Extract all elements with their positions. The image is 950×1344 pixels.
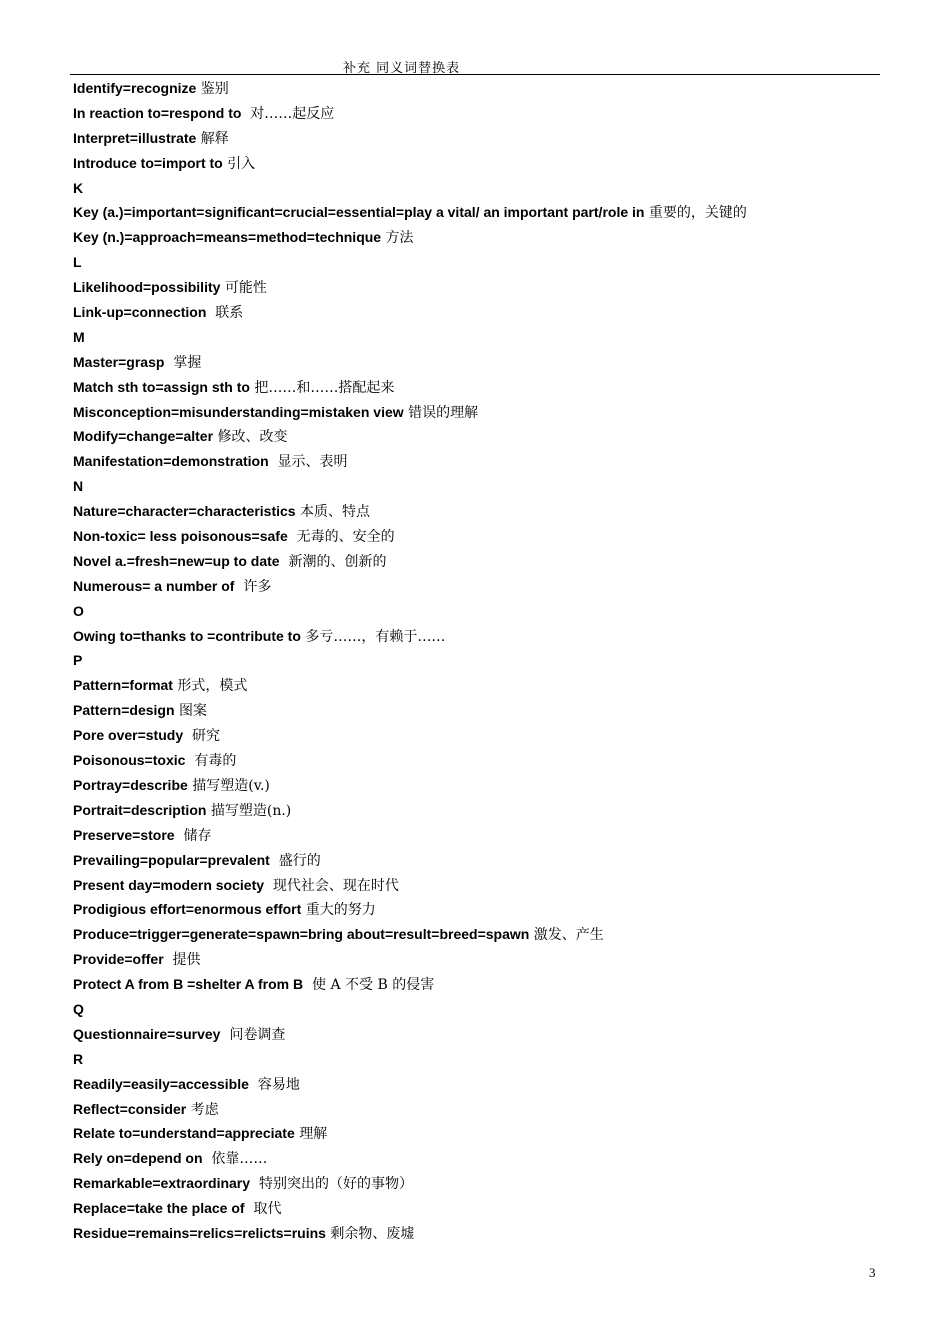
entry-chinese: 多亏……，有赖于…… bbox=[300, 628, 446, 645]
synonym-entry bbox=[73, 126, 873, 151]
entry-english: Owing to=thanks to =contribute to bbox=[73, 627, 301, 644]
entry-chinese: 特别突出的（好的事物） bbox=[250, 1176, 413, 1193]
entry-chinese: 形式，模式 bbox=[172, 678, 248, 695]
synonym-entry bbox=[73, 624, 873, 649]
entry-chinese: 容易地 bbox=[248, 1076, 300, 1093]
entry-chinese: 盛行的 bbox=[269, 852, 321, 869]
entry-english: Relate to=understand=appreciate bbox=[73, 1125, 295, 1142]
section-letter-text: P bbox=[73, 652, 83, 669]
synonym-entry bbox=[73, 1171, 873, 1196]
entry-chinese: 修改、改变 bbox=[213, 429, 288, 446]
section-letter bbox=[73, 325, 873, 350]
entry-english: Produce=trigger=generate=spawn=bring about=result=breed=spawn bbox=[73, 926, 530, 943]
entry-english: Modify=change=alter bbox=[73, 428, 214, 445]
synonym-entry bbox=[73, 698, 873, 723]
synonym-entry bbox=[73, 300, 873, 325]
entry-english: Poisonous=toxic bbox=[73, 752, 186, 769]
synonym-entry bbox=[73, 275, 873, 300]
synonym-entry bbox=[73, 151, 873, 176]
section-letter-text: K bbox=[73, 179, 84, 196]
entry-chinese: 对……起反应 bbox=[241, 105, 335, 122]
entry-chinese: 描写塑造(v.) bbox=[187, 777, 270, 794]
entry-english: Protect A from B =shelter A from B bbox=[73, 976, 304, 993]
section-letter bbox=[73, 997, 873, 1022]
entry-english: Numerous= a number of bbox=[73, 577, 235, 594]
section-letter bbox=[73, 1047, 873, 1072]
section-letter bbox=[73, 648, 873, 673]
section-letter bbox=[73, 176, 873, 201]
synonym-entry bbox=[73, 524, 873, 549]
entry-english: Introduce to=import to bbox=[73, 154, 223, 171]
entry-chinese: 剩余物、废墟 bbox=[325, 1225, 415, 1242]
entry-english: Manifestation=demonstration bbox=[73, 453, 269, 470]
entry-english: Rely on=depend on bbox=[73, 1150, 203, 1167]
entry-chinese: 可能性 bbox=[220, 280, 267, 297]
section-letter-text: M bbox=[73, 328, 85, 345]
entry-chinese: 引入 bbox=[222, 155, 256, 172]
entry-english: Questionnaire=survey bbox=[73, 1025, 221, 1042]
entry-english: Master=grasp bbox=[73, 353, 165, 370]
page-number: 3 bbox=[869, 1265, 876, 1280]
synonym-entry bbox=[73, 549, 873, 574]
section-letter-text: R bbox=[73, 1050, 84, 1067]
synonym-entry bbox=[73, 200, 873, 225]
entry-english: Identify=recognize bbox=[73, 80, 197, 96]
entry-chinese: 许多 bbox=[234, 578, 272, 595]
synonym-entry bbox=[73, 424, 873, 449]
entry-english: Nature=character=characteristics bbox=[73, 503, 296, 520]
header-rule bbox=[70, 74, 880, 75]
entry-chinese: 掌握 bbox=[164, 354, 202, 371]
entry-english: Readily=easily=accessible bbox=[73, 1075, 249, 1092]
entry-english: Match sth to=assign sth to bbox=[73, 378, 250, 395]
synonym-entry bbox=[73, 574, 873, 599]
entry-chinese: 问卷调查 bbox=[220, 1026, 286, 1043]
synonym-list bbox=[73, 76, 873, 1246]
entry-english: Residue=remains=relics=relicts=ruins bbox=[73, 1224, 326, 1241]
section-letter bbox=[73, 599, 873, 624]
entry-english: Novel a.=fresh=new=up to date bbox=[73, 552, 280, 569]
entry-chinese: 储存 bbox=[174, 827, 212, 844]
entry-chinese: 提供 bbox=[163, 952, 201, 969]
synonym-entry bbox=[73, 1196, 873, 1221]
synonym-entry bbox=[73, 972, 873, 997]
synonym-entry bbox=[73, 375, 873, 400]
entry-chinese: 无毒的、安全的 bbox=[287, 529, 395, 546]
entry-english: Remarkable=extraordinary bbox=[73, 1175, 251, 1192]
synonym-entry bbox=[73, 922, 873, 947]
entry-chinese: 有毒的 bbox=[185, 753, 237, 770]
synonym-entry bbox=[73, 225, 873, 250]
page-header-title: 补充 同义词替换表 bbox=[343, 61, 461, 76]
entry-chinese: 错误的理解 bbox=[403, 404, 479, 421]
synonym-entry bbox=[73, 1221, 873, 1246]
synonym-entry bbox=[73, 400, 873, 425]
entry-chinese: 依靠…… bbox=[202, 1151, 268, 1168]
entry-english: Present day=modern society bbox=[73, 876, 265, 893]
synonym-entry bbox=[73, 1072, 873, 1097]
synonym-entry bbox=[73, 773, 873, 798]
synonym-entry bbox=[73, 873, 873, 898]
synonym-entry bbox=[73, 848, 873, 873]
entry-english: Link-up=connection bbox=[73, 304, 207, 321]
entry-chinese: 重要的，关键的 bbox=[644, 205, 747, 222]
entry-chinese: 研究 bbox=[183, 728, 221, 745]
synonym-entry bbox=[73, 748, 873, 773]
entry-english: Preserve=store bbox=[73, 826, 175, 843]
entry-chinese: 使 A 不受 B 的侵害 bbox=[303, 977, 435, 994]
entry-english: Key (a.)=important=significant=crucial=essential=play a vital/ an important part/role in bbox=[73, 204, 645, 221]
entry-chinese: 显示、表明 bbox=[268, 454, 348, 471]
entry-english: Portrait=description bbox=[73, 801, 207, 818]
synonym-entry bbox=[73, 101, 873, 126]
section-letter-text: Q bbox=[73, 1000, 84, 1017]
synonym-entry bbox=[73, 1097, 873, 1122]
entry-chinese: 解释 bbox=[196, 130, 229, 147]
synonym-entry bbox=[73, 350, 873, 375]
synonym-entry bbox=[73, 76, 873, 101]
synonym-entry bbox=[73, 947, 873, 972]
entry-chinese: 现代社会、现在时代 bbox=[264, 877, 399, 894]
entry-chinese: 考虑 bbox=[186, 1101, 219, 1118]
entry-chinese: 联系 bbox=[206, 305, 244, 322]
synonym-entry bbox=[73, 1121, 873, 1146]
entry-english: Pattern=format bbox=[73, 677, 173, 694]
entry-english: Prodigious effort=enormous effort bbox=[73, 901, 302, 918]
entry-chinese: 鉴别 bbox=[196, 81, 229, 97]
synonym-entry bbox=[73, 1022, 873, 1047]
entry-chinese: 新潮的、创新的 bbox=[279, 553, 387, 570]
synonym-entry bbox=[73, 673, 873, 698]
section-letter-text: N bbox=[73, 478, 84, 495]
synonym-entry bbox=[73, 499, 873, 524]
entry-english: In reaction to=respond to bbox=[73, 104, 242, 121]
section-letter bbox=[73, 250, 873, 275]
entry-english: Misconception=misunderstanding=mistaken view bbox=[73, 403, 404, 420]
entry-english: Replace=take the place of bbox=[73, 1200, 245, 1217]
entry-english: Provide=offer bbox=[73, 951, 164, 968]
entry-chinese: 重大的努力 bbox=[301, 902, 376, 919]
entry-chinese: 描写塑造(n.) bbox=[206, 802, 292, 819]
synonym-entry bbox=[73, 798, 873, 823]
entry-chinese: 理解 bbox=[294, 1126, 328, 1143]
entry-chinese: 激发、产生 bbox=[529, 927, 604, 944]
entry-english: Likelihood=possibility bbox=[73, 279, 221, 296]
synonym-entry bbox=[73, 723, 873, 748]
entry-english: Pattern=design bbox=[73, 702, 175, 719]
entry-chinese: 本质、特点 bbox=[295, 504, 371, 521]
entry-english: Pore over=study bbox=[73, 727, 184, 744]
entry-chinese: 把……和……搭配起来 bbox=[249, 379, 395, 396]
entry-english: Interpret=illustrate bbox=[73, 129, 197, 146]
entry-english: Non-toxic= less poisonous=safe bbox=[73, 528, 288, 545]
section-letter-text: O bbox=[73, 602, 84, 619]
entry-english: Portray=describe bbox=[73, 776, 188, 793]
synonym-entry bbox=[73, 1146, 873, 1171]
entry-chinese: 方法 bbox=[381, 230, 414, 247]
section-letter-text: L bbox=[73, 254, 82, 271]
entry-english: Key (n.)=approach=means=method=technique bbox=[73, 229, 382, 246]
synonym-entry bbox=[73, 823, 873, 848]
entry-english: Prevailing=popular=prevalent bbox=[73, 851, 270, 868]
synonym-entry bbox=[73, 449, 873, 474]
entry-english: Reflect=consider bbox=[73, 1100, 187, 1117]
section-letter bbox=[73, 474, 873, 499]
entry-chinese: 图案 bbox=[174, 703, 207, 720]
synonym-entry bbox=[73, 897, 873, 922]
entry-chinese: 取代 bbox=[244, 1201, 282, 1218]
